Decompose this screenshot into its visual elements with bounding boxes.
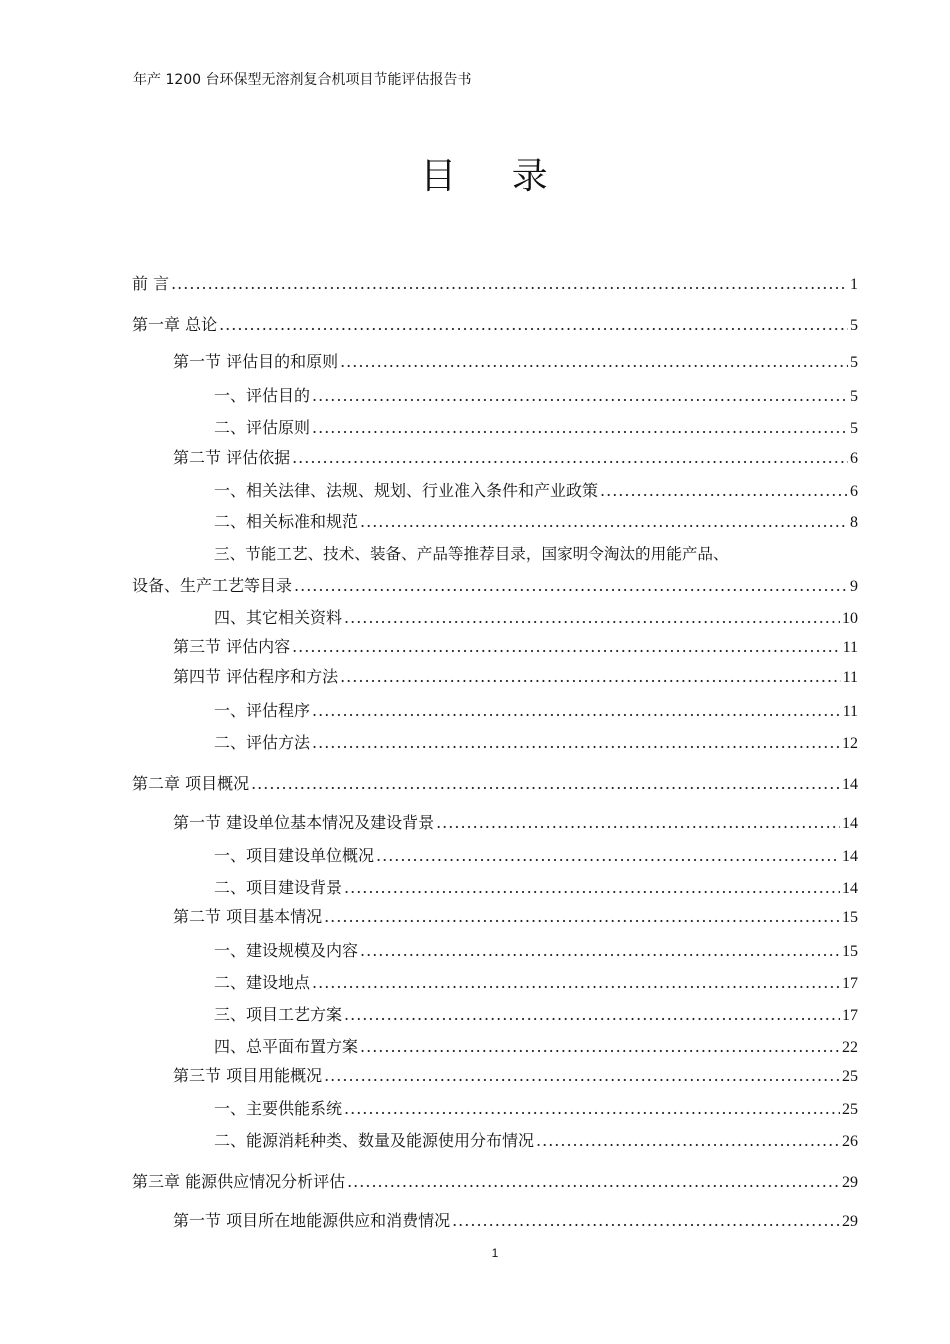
toc-entry-section[interactable] [173, 811, 858, 835]
toc-leader-dots [324, 905, 840, 929]
toc-leader-dots [360, 1035, 840, 1059]
toc-entry-chapter-3[interactable] [132, 1170, 858, 1194]
toc-entry-subsection[interactable] [214, 384, 858, 408]
toc-entry-section[interactable] [173, 446, 858, 470]
toc-page-number: 11 [842, 703, 858, 720]
toc-entry-subsection[interactable] [214, 479, 858, 503]
toc-entry-label: 第二章 项目概况 [132, 774, 250, 793]
toc-entry-label: 四、其它相关资料 [214, 608, 343, 627]
toc-entry-label: 第四节 评估程序和方法 [173, 667, 339, 686]
toc-page-number: 11 [842, 639, 858, 656]
toc-leader-dots [360, 939, 840, 963]
toc-entry-chapter-1[interactable] [132, 313, 858, 337]
toc-leader-dots [171, 272, 848, 296]
toc-leader-dots [360, 510, 848, 534]
toc-page-number: 15 [842, 909, 858, 926]
toc-entry-label: 第二节 项目基本情况 [173, 907, 323, 926]
toc-entry-label: 第三节 评估内容 [173, 637, 291, 656]
toc-page-number: 8 [850, 514, 858, 531]
toc-entry-label: 二、项目建设背景 [214, 878, 343, 897]
toc-leader-dots [312, 416, 848, 440]
toc-page-number: 12 [842, 735, 858, 752]
toc-entry-subsection[interactable] [214, 1097, 858, 1121]
toc-entry-label: 第一节 项目所在地能源供应和消费情况 [173, 1211, 451, 1230]
toc-entry-label: 前 言 [132, 274, 170, 293]
toc-entry-subsection-wrapped[interactable]: 三、节能工艺、技术、装备、产品等推荐目录，国家明令淘汰的用能产品、 [214, 545, 729, 563]
toc-page-number: 5 [850, 317, 858, 334]
toc-page-number: 11 [842, 669, 858, 686]
toc-entry-section[interactable] [173, 1209, 858, 1233]
toc-entry-chapter-2[interactable] [132, 772, 858, 796]
toc-entry-label: 一、建设规模及内容 [214, 941, 359, 960]
toc-page-number: 5 [850, 354, 858, 371]
toc-page-number: 17 [842, 975, 858, 992]
toc-entry-section[interactable] [173, 635, 858, 659]
toc-leader-dots [376, 844, 840, 868]
toc-leader-dots [344, 876, 840, 900]
toc-entry-label: 二、相关标准和规范 [214, 512, 359, 531]
toc-leader-dots [344, 606, 840, 630]
toc-entry-subsection[interactable] [214, 416, 858, 440]
toc-entry-label: 第一节 评估目的和原则 [173, 352, 339, 371]
page-number-footer: 1 [491, 1246, 499, 1260]
toc-entry-label: 第三章 能源供应情况分析评估 [132, 1172, 346, 1191]
toc-page-number: 17 [842, 1007, 858, 1024]
toc-leader-dots [536, 1129, 840, 1153]
toc-entry-subsection[interactable] [214, 939, 858, 963]
toc-page-number: 10 [842, 610, 858, 627]
toc-page-number: 6 [850, 450, 858, 467]
toc-entry-label: 二、建设地点 [214, 973, 311, 992]
toc-leader-dots [600, 479, 848, 503]
toc-leader-dots [344, 1003, 840, 1027]
toc-page-number: 22 [842, 1039, 858, 1056]
toc-entry-subsection[interactable] [214, 844, 858, 868]
toc-entry-subsection[interactable] [214, 1003, 858, 1027]
page-title: 目 录 [420, 156, 570, 197]
running-header: 年产 1200 台环保型无溶剂复合机项目节能评估报告书 [133, 72, 472, 88]
toc-entry-label: 四、总平面布置方案 [214, 1037, 359, 1056]
toc-entry-subsection[interactable] [214, 731, 858, 755]
toc-page-number: 14 [842, 880, 858, 897]
toc-page-number: 15 [842, 943, 858, 960]
toc-entry-section[interactable] [173, 350, 858, 374]
toc-entry-label: 二、评估方法 [214, 733, 311, 752]
toc-entry-label: 设备、生产工艺等目录 [132, 576, 293, 595]
toc-entry-label: 一、评估程序 [214, 701, 311, 720]
toc-page-number: 29 [842, 1213, 858, 1230]
toc-leader-dots [294, 574, 848, 598]
toc-leader-dots [436, 811, 840, 835]
toc-entry-subsection-continued[interactable] [132, 574, 858, 598]
toc-entry-label: 第一节 建设单位基本情况及建设背景 [173, 813, 435, 832]
toc-page-number: 25 [842, 1068, 858, 1085]
toc-entry-label: 第三节 项目用能概况 [173, 1066, 323, 1085]
toc-entry-label: 一、相关法律、法规、规划、行业准入条件和产业政策 [214, 481, 599, 500]
toc-page-number: 26 [842, 1133, 858, 1150]
toc-entry-subsection[interactable] [214, 1035, 858, 1059]
toc-page-number: 14 [842, 848, 858, 865]
toc-page-number: 5 [850, 420, 858, 437]
toc-entry-label: 第二节 评估依据 [173, 448, 291, 467]
toc-leader-dots [312, 971, 840, 995]
toc-page-number: 14 [842, 776, 858, 793]
toc-entry-label: 第一章 总论 [132, 315, 218, 334]
toc-entry-section[interactable] [173, 1064, 858, 1088]
toc-page-number: 6 [850, 483, 858, 500]
toc-entry-label: 一、评估目的 [214, 386, 311, 405]
toc-entry-section[interactable] [173, 905, 858, 929]
toc-page-number: 29 [842, 1174, 858, 1191]
toc-page-number: 1 [850, 276, 858, 293]
toc-leader-dots [324, 1064, 840, 1088]
toc-entry-subsection[interactable] [214, 1129, 858, 1153]
toc-leader-dots [452, 1209, 840, 1233]
toc-entry-label: 三、项目工艺方案 [214, 1005, 343, 1024]
toc-entry-label: 二、评估原则 [214, 418, 311, 437]
toc-entry-preface[interactable] [132, 272, 858, 296]
toc-leader-dots [340, 665, 841, 689]
toc-page-number: 25 [842, 1101, 858, 1118]
toc-leader-dots [344, 1097, 840, 1121]
toc-entry-subsection[interactable] [214, 971, 858, 995]
toc-page-number: 9 [850, 578, 858, 595]
toc-page-number: 5 [850, 388, 858, 405]
toc-entry-label: 一、项目建设单位概况 [214, 846, 375, 865]
toc-entry-section[interactable] [173, 665, 858, 689]
toc-leader-dots [312, 699, 841, 723]
toc-leader-dots [292, 446, 848, 470]
toc-entry-subsection[interactable] [214, 699, 858, 723]
toc-entry-subsection[interactable] [214, 876, 858, 900]
toc-leader-dots [219, 313, 848, 337]
toc-leader-dots [292, 635, 841, 659]
toc-entry-subsection[interactable] [214, 606, 858, 630]
toc-leader-dots [312, 384, 848, 408]
toc-leader-dots [340, 350, 848, 374]
toc-entry-label: 一、主要供能系统 [214, 1099, 343, 1118]
toc-leader-dots [251, 772, 840, 796]
toc-entry-subsection[interactable] [214, 510, 858, 534]
toc-leader-dots [312, 731, 840, 755]
toc-entry-label: 二、能源消耗种类、数量及能源使用分布情况 [214, 1131, 535, 1150]
toc-page-number: 14 [842, 815, 858, 832]
toc-leader-dots [347, 1170, 840, 1194]
